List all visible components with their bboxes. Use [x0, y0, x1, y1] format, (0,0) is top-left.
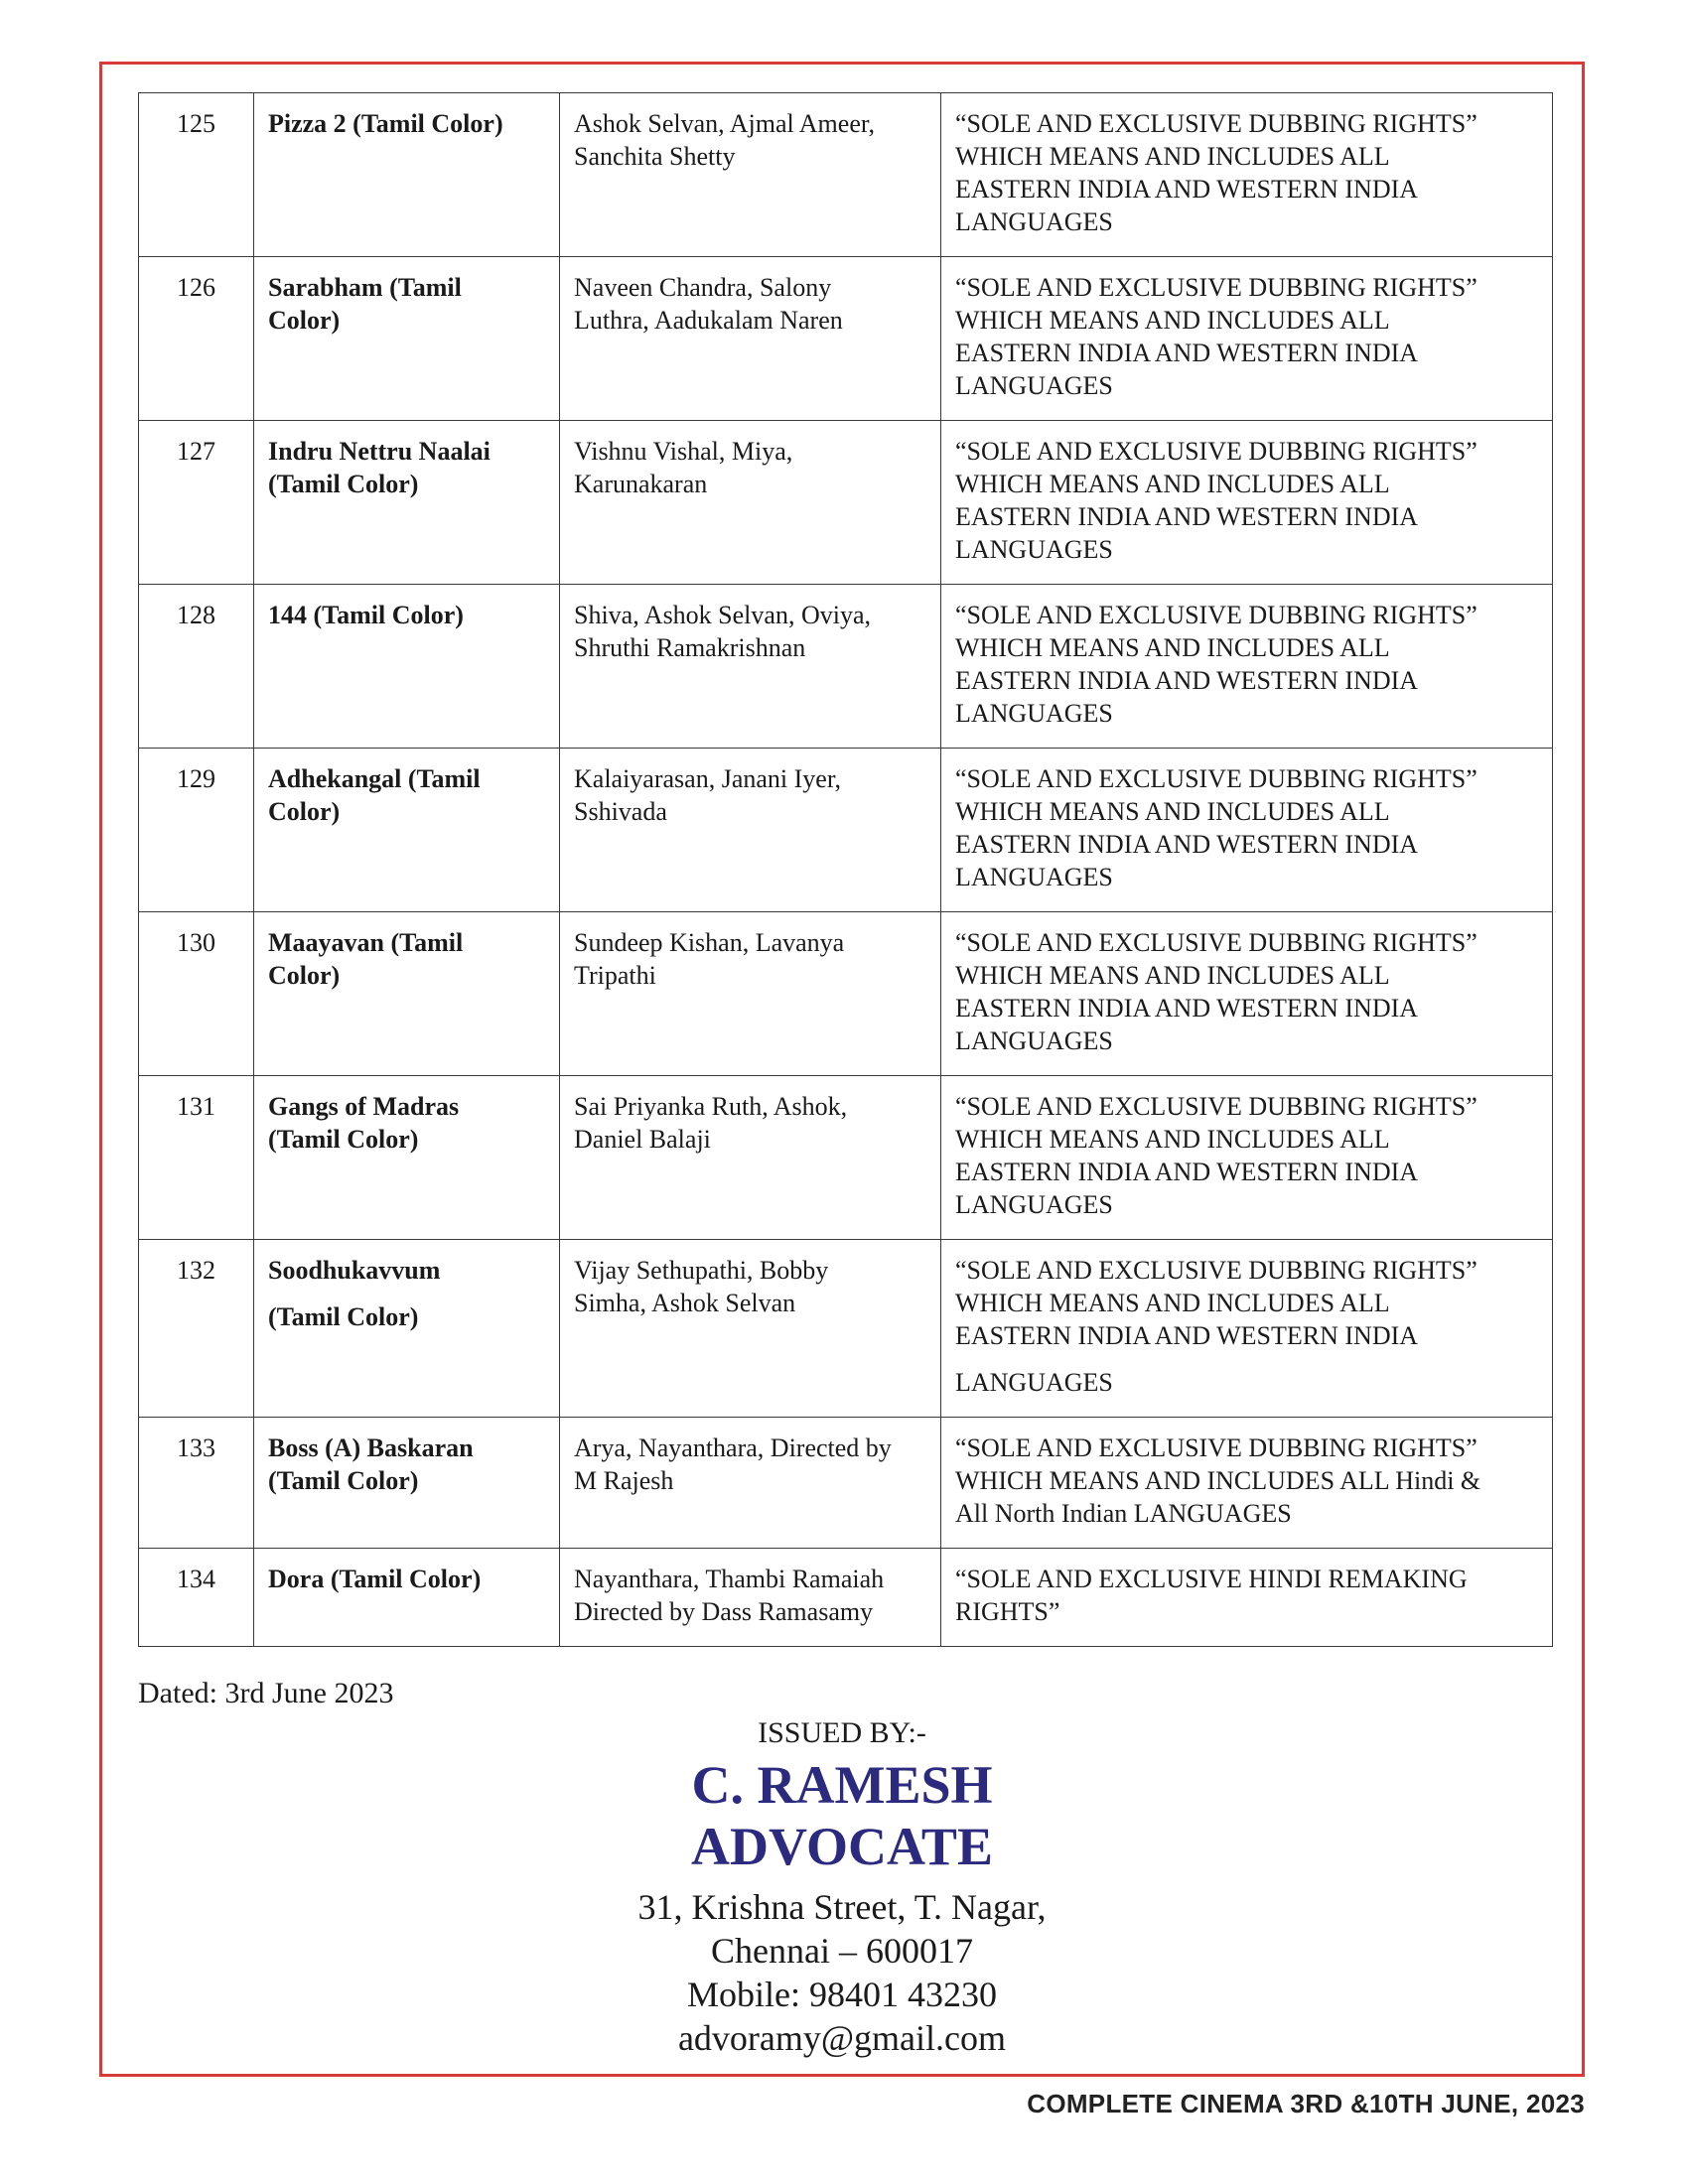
- cast-line: Tripathi: [574, 961, 656, 990]
- cast-cell: [560, 421, 941, 585]
- film-title-line: Maayavan (Tamil: [268, 928, 464, 957]
- cast-cell: [560, 585, 941, 749]
- cast-line: Sanchita Shetty: [574, 142, 736, 171]
- page-border-frame: [99, 62, 1585, 2077]
- film-title-cell: [254, 257, 560, 421]
- cast-line: M Rajesh: [574, 1466, 674, 1495]
- rights-cell: [941, 421, 1553, 585]
- issuer-name: C. RAMESH: [691, 1755, 993, 1815]
- film-title-cell: [254, 1549, 560, 1647]
- film-title-line: (Tamil Color): [268, 1466, 419, 1495]
- cast-line: Ashok Selvan, Ajmal Ameer,: [574, 109, 875, 138]
- rights-cell: [941, 585, 1553, 749]
- rights-line: LANGUAGES: [955, 1026, 1113, 1055]
- rights-line: “SOLE AND EXCLUSIVE DUBBING RIGHTS”: [955, 109, 1477, 138]
- cast-cell: [560, 1549, 941, 1647]
- serial-number-cell: 126: [139, 257, 254, 421]
- table-row: [139, 1076, 1553, 1240]
- film-title-cell: [254, 93, 560, 257]
- film-title-line: Indru Nettru Naalai: [268, 437, 491, 466]
- rights-line: WHICH MEANS AND INCLUDES ALL: [955, 470, 1390, 498]
- cast-line: Nayanthara, Thambi Ramaiah: [574, 1565, 885, 1593]
- rights-line: WHICH MEANS AND INCLUDES ALL: [955, 797, 1390, 826]
- film-title-line: Pizza 2 (Tamil Color): [268, 109, 503, 138]
- cast-cell: [560, 1418, 941, 1549]
- cast-cell: [560, 912, 941, 1076]
- film-title-cell: [254, 1418, 560, 1549]
- rights-line: WHICH MEANS AND INCLUDES ALL: [955, 142, 1390, 171]
- rights-line: WHICH MEANS AND INCLUDES ALL Hindi &: [955, 1466, 1481, 1495]
- film-title-cell: [254, 1076, 560, 1240]
- film-title-line: Color): [268, 306, 341, 335]
- cast-line: Daniel Balaji: [574, 1125, 711, 1154]
- rights-line: LANGUAGES: [955, 535, 1113, 564]
- film-title-line: Adhekangal (Tamil: [268, 764, 481, 793]
- cast-line: Luthra, Aadukalam Naren: [574, 306, 843, 335]
- cast-line: Directed by Dass Ramasamy: [574, 1597, 874, 1626]
- rights-line: “SOLE AND EXCLUSIVE DUBBING RIGHTS”: [955, 764, 1477, 793]
- cast-cell: [560, 1240, 941, 1418]
- film-title-line: (Tamil Color): [268, 470, 419, 498]
- issuer-address: [102, 1885, 1582, 2060]
- serial-number-cell: 128: [139, 585, 254, 749]
- rights-line: “SOLE AND EXCLUSIVE HINDI REMAKING: [955, 1565, 1468, 1593]
- rights-cell: [941, 1418, 1553, 1549]
- film-rights-table: [138, 92, 1553, 1647]
- rights-line: “SOLE AND EXCLUSIVE DUBBING RIGHTS”: [955, 1256, 1477, 1285]
- cast-line: Shruthi Ramakrishnan: [574, 633, 806, 662]
- rights-cell: [941, 93, 1553, 257]
- film-title-cell: [254, 1240, 560, 1418]
- rights-line: LANGUAGES: [955, 207, 1113, 236]
- table-row: [139, 421, 1553, 585]
- cast-line: Karunakaran: [574, 470, 708, 498]
- rights-line: LANGUAGES: [955, 1190, 1113, 1219]
- rights-cell: [941, 1076, 1553, 1240]
- serial-number-cell: 125: [139, 93, 254, 257]
- address-street: 31, Krishna Street, T. Nagar,: [637, 1887, 1047, 1927]
- table-row: [139, 93, 1553, 257]
- rights-cell: [941, 1549, 1553, 1647]
- film-title-line: Color): [268, 961, 341, 990]
- issuer-role: ADVOCATE: [691, 1817, 993, 1876]
- rights-line: EASTERN INDIA AND WESTERN INDIA: [955, 175, 1419, 204]
- rights-line: All North Indian LANGUAGES: [955, 1499, 1292, 1528]
- rights-line: “SOLE AND EXCLUSIVE DUBBING RIGHTS”: [955, 1092, 1477, 1121]
- cast-line: Sai Priyanka Ruth, Ashok,: [574, 1092, 848, 1121]
- cast-cell: [560, 749, 941, 912]
- rights-line: WHICH MEANS AND INCLUDES ALL: [955, 1125, 1390, 1154]
- film-title-line: (Tamil Color): [268, 1125, 419, 1154]
- film-title-cell: [254, 749, 560, 912]
- rights-line: EASTERN INDIA AND WESTERN INDIA: [955, 1321, 1419, 1350]
- rights-line: EASTERN INDIA AND WESTERN INDIA: [955, 502, 1419, 531]
- cast-line: Kalaiyarasan, Janani Iyer,: [574, 764, 841, 793]
- cast-line: Simha, Ashok Selvan: [574, 1289, 796, 1317]
- rights-line: WHICH MEANS AND INCLUDES ALL: [955, 1289, 1390, 1317]
- table-row: [139, 1549, 1553, 1647]
- film-title-line: Dora (Tamil Color): [268, 1565, 482, 1593]
- rights-line: LANGUAGES: [955, 371, 1113, 400]
- table-row: [139, 1418, 1553, 1549]
- cast-cell: [560, 93, 941, 257]
- cast-line: Vijay Sethupathi, Bobby: [574, 1256, 829, 1285]
- publication-footer: COMPLETE CINEMA 3RD &10TH JUNE, 2023: [1027, 2089, 1585, 2118]
- address-city: Chennai – 600017: [711, 1931, 973, 1971]
- rights-line: WHICH MEANS AND INCLUDES ALL: [955, 633, 1390, 662]
- table-row: [139, 585, 1553, 749]
- serial-number-cell: 131: [139, 1076, 254, 1240]
- rights-cell: [941, 257, 1553, 421]
- table-row: [139, 912, 1553, 1076]
- film-title-line: 144 (Tamil Color): [268, 601, 464, 629]
- film-rights-table-body: [139, 93, 1553, 1647]
- rights-cell: [941, 749, 1553, 912]
- rights-line: LANGUAGES: [955, 863, 1113, 891]
- dated-line: Dated: 3rd June 2023: [138, 1677, 394, 1709]
- film-title-line: Soodhukavvum: [268, 1256, 441, 1285]
- address-email: advoramy@gmail.com: [677, 2018, 1007, 2058]
- rights-line: EASTERN INDIA AND WESTERN INDIA: [955, 666, 1419, 695]
- film-title-cell: [254, 421, 560, 585]
- film-title-line: Sarabham (Tamil: [268, 273, 462, 302]
- cast-line: Sshivada: [574, 797, 667, 826]
- film-title-cell: [254, 585, 560, 749]
- rights-line: WHICH MEANS AND INCLUDES ALL: [955, 306, 1390, 335]
- rights-cell: [941, 912, 1553, 1076]
- serial-number-cell: 129: [139, 749, 254, 912]
- table-row: [139, 257, 1553, 421]
- film-title-line: (Tamil Color): [268, 1302, 419, 1331]
- cast-line: Arya, Nayanthara, Directed by: [574, 1433, 892, 1462]
- rights-line: LANGUAGES: [955, 699, 1113, 728]
- issued-by-label: ISSUED BY:-: [758, 1716, 926, 1749]
- rights-line: “SOLE AND EXCLUSIVE DUBBING RIGHTS”: [955, 437, 1477, 466]
- rights-line: “SOLE AND EXCLUSIVE DUBBING RIGHTS”: [955, 601, 1477, 629]
- rights-line: EASTERN INDIA AND WESTERN INDIA: [955, 830, 1419, 859]
- cast-line: Vishnu Vishal, Miya,: [574, 437, 793, 466]
- cast-cell: [560, 1076, 941, 1240]
- rights-line: “SOLE AND EXCLUSIVE DUBBING RIGHTS”: [955, 273, 1477, 302]
- serial-number-cell: 132: [139, 1240, 254, 1418]
- film-title-line: Gangs of Madras: [268, 1092, 460, 1121]
- address-mobile: Mobile: 98401 43230: [687, 1975, 997, 2014]
- rights-cell: [941, 1240, 1553, 1418]
- serial-number-cell: 130: [139, 912, 254, 1076]
- cast-cell: [560, 257, 941, 421]
- table-row: [139, 1240, 1553, 1418]
- serial-number-cell: 133: [139, 1418, 254, 1549]
- rights-line: EASTERN INDIA AND WESTERN INDIA: [955, 994, 1419, 1023]
- rights-line: EASTERN INDIA AND WESTERN INDIA: [955, 339, 1419, 367]
- cast-line: Naveen Chandra, Salony: [574, 273, 832, 302]
- cast-line: Shiva, Ashok Selvan, Oviya,: [574, 601, 871, 629]
- rights-line: “SOLE AND EXCLUSIVE DUBBING RIGHTS”: [955, 1433, 1477, 1462]
- cast-line: Sundeep Kishan, Lavanya: [574, 928, 845, 957]
- film-title-line: Color): [268, 797, 341, 826]
- rights-line: WHICH MEANS AND INCLUDES ALL: [955, 961, 1390, 990]
- film-title-cell: [254, 912, 560, 1076]
- rights-line: RIGHTS”: [955, 1597, 1060, 1626]
- rights-line: “SOLE AND EXCLUSIVE DUBBING RIGHTS”: [955, 928, 1477, 957]
- table-row: [139, 749, 1553, 912]
- serial-number-cell: 134: [139, 1549, 254, 1647]
- rights-line: EASTERN INDIA AND WESTERN INDIA: [955, 1158, 1419, 1186]
- serial-number-cell: 127: [139, 421, 254, 585]
- rights-line: LANGUAGES: [955, 1368, 1113, 1397]
- film-title-line: Boss (A) Baskaran: [268, 1433, 474, 1462]
